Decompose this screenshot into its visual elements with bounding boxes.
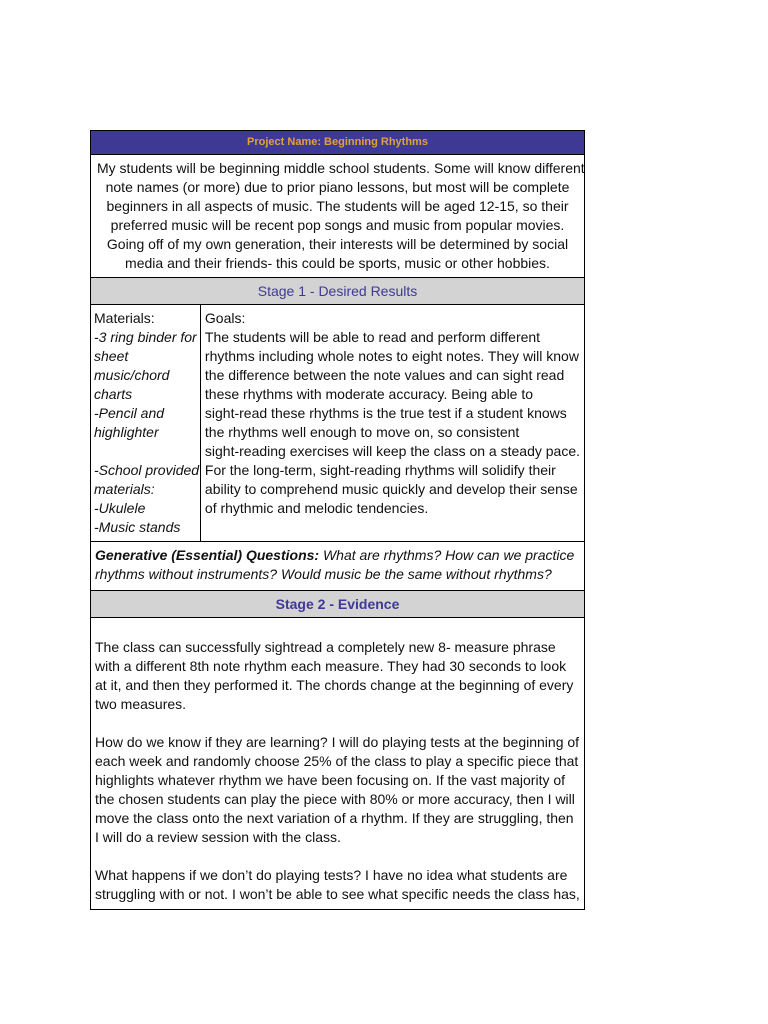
intro-line: note names (or more) due to prior piano lessons, but most will be complete xyxy=(105,179,570,195)
essential-questions xyxy=(91,542,584,591)
intro-line: beginners in all aspects of music. The students will be aged 12-15, so their xyxy=(106,198,569,214)
goals-line: ability to comprehend music quickly and develop their sense xyxy=(204,481,578,497)
intro-line: My students will be beginning middle school students. Some will know different xyxy=(97,160,585,176)
questions-label: Generative (Essential) Questions: xyxy=(95,547,320,563)
intro-line: preferred music will be recent pop songs and music from popular movies. xyxy=(110,217,565,233)
materials-cell xyxy=(91,305,201,541)
materials-goals-row xyxy=(91,305,584,542)
questions-text: What are rhythms? How can we practice rhythms without instruments? Would music be the same without rhythms? xyxy=(95,547,575,582)
intro-line: Going off of my own generation, their interests will be determined by social xyxy=(106,236,569,252)
lesson-plan-table xyxy=(90,130,585,910)
goals-line: For the long-term, sight-reading rhythms will solidify their xyxy=(204,462,556,478)
materials-line: -Pencil and xyxy=(94,405,165,421)
intro-line: media and their friends- this could be sports, music or other hobbies. xyxy=(125,255,550,271)
goals-cell xyxy=(201,305,584,541)
goals-line: the rhythms well enough to move on, so consistent xyxy=(204,424,520,440)
materials-line: charts xyxy=(94,386,133,402)
project-title: Project Name: Beginning Rhythms xyxy=(91,131,584,155)
evidence-paragraph: How do we know if they are learning? I will do playing tests at the beginning of each week and randomly choose 25% of the class to play a specific piece that highlights whatever rhythm we have been focusing on. If the vast majority of the chosen students can play the piece with 80% or more accuracy, then I will move the class onto the next variation of a rhythm. If they are struggling, then I will do a review session with the class. xyxy=(95,734,580,845)
goals-line: rhythms including whole notes to eight notes. They will know xyxy=(204,348,579,364)
materials-label: Materials: xyxy=(94,310,155,326)
goals-line: these rhythms with moderate accuracy. Being able to xyxy=(204,386,534,402)
evidence-paragraph: The class can successfully sightread a completely new 8- measure phrase with a different 8th note rhythm each measure. They had 30 seconds to look at it, and then they performed it. The chords change at the beginning of every two measures. xyxy=(95,639,574,712)
materials-line: -School provided xyxy=(94,462,200,478)
goals-line: sight-reading exercises will keep the class on a steady pace. xyxy=(204,443,580,459)
materials-line: -Ukulele xyxy=(94,500,146,516)
materials-spacer xyxy=(94,442,200,461)
evidence-section xyxy=(91,618,584,910)
intro-description xyxy=(91,155,584,278)
materials-line: materials: xyxy=(94,481,155,497)
stage2-header: Stage 2 - Evidence xyxy=(91,591,584,618)
goals-line: sight-read these rhythms is the true test if a student knows xyxy=(204,405,567,421)
materials-line: highlighter xyxy=(94,424,159,440)
stage1-header: Stage 1 - Desired Results xyxy=(91,278,584,305)
goals-line: of rhythmic and melodic tendencies. xyxy=(204,500,429,516)
goals-line: The students will be able to read and perform different xyxy=(204,329,541,345)
goals-label: Goals: xyxy=(204,310,246,326)
materials-line: sheet xyxy=(94,348,129,364)
materials-line: -3 ring binder for xyxy=(94,329,197,345)
materials-line: -Music stands xyxy=(94,519,181,535)
goals-line: the difference between the note values and can sight read xyxy=(204,367,565,383)
materials-line: music/chord xyxy=(94,367,170,383)
evidence-paragraph: What happens if we don’t do playing tests? I have no idea what students are struggling with or not. I won’t be able to see what specific needs the class has, xyxy=(95,867,580,902)
